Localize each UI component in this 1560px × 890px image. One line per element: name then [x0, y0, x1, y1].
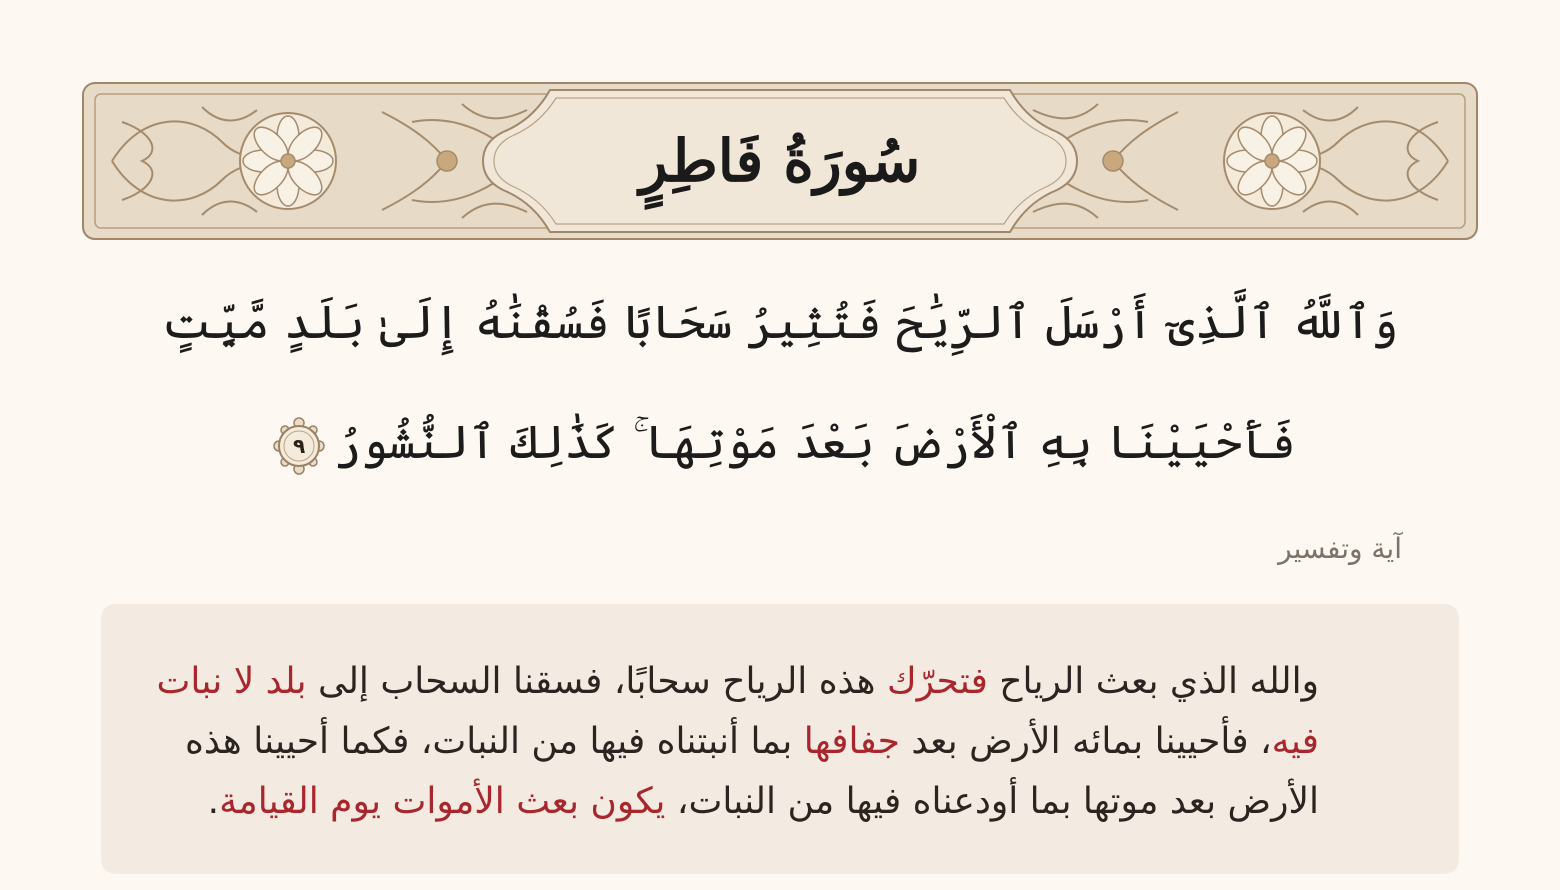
quran-verse [95, 262, 1465, 502]
tafsir-card [101, 604, 1459, 874]
ayah-number: ٩ [293, 434, 306, 458]
tafsir-segment: هذه الرياح سحابًا، فسقنا السحاب إلى [306, 661, 887, 702]
ayah-number-marker [270, 415, 328, 477]
tafsir-highlight: بلد لا نبات فيه [156, 661, 1319, 762]
tafsir-highlight: يكون بعث الأموات يوم القيامة [219, 781, 666, 822]
section-label: آية وتفسير [1278, 532, 1402, 565]
tafsir-segment: بما أنبتناه فيها من النبات، فكما أحيينا هذه الأرض بعد موتها بما أودعناه فيها من النبات، [185, 721, 1319, 822]
surah-title: سُورَةُ فَاطِرٍ [639, 127, 921, 195]
verse-text: وَٱللَّهُ ٱلَّذِىٓ أَرْسَلَ ٱلرِّيَٰحَ فَتُثِيرُ سَحَابًا فَسُقْنَٰهُ إِلَىٰ بَلَدٍ مَّيِّتٍ فَأَحْيَيْنَا بِهِ ٱلْأَرْضَ بَعْدَ مَوْتِهَا ۚ كَذَٰلِكَ ٱلنُّشُورُ [161, 295, 1399, 469]
tafsir-highlight: فتحرّك [886, 661, 988, 702]
tafsir-highlight: جفافها [803, 721, 900, 762]
tafsir-segment: والله الذي بعث الرياح [987, 661, 1319, 702]
tafsir-segment: ، فأحيينا بمائه الأرض بعد [899, 721, 1272, 762]
surah-header-banner [82, 82, 1478, 240]
tafsir-segment: . [207, 781, 220, 822]
tafsir-text [151, 652, 1319, 832]
